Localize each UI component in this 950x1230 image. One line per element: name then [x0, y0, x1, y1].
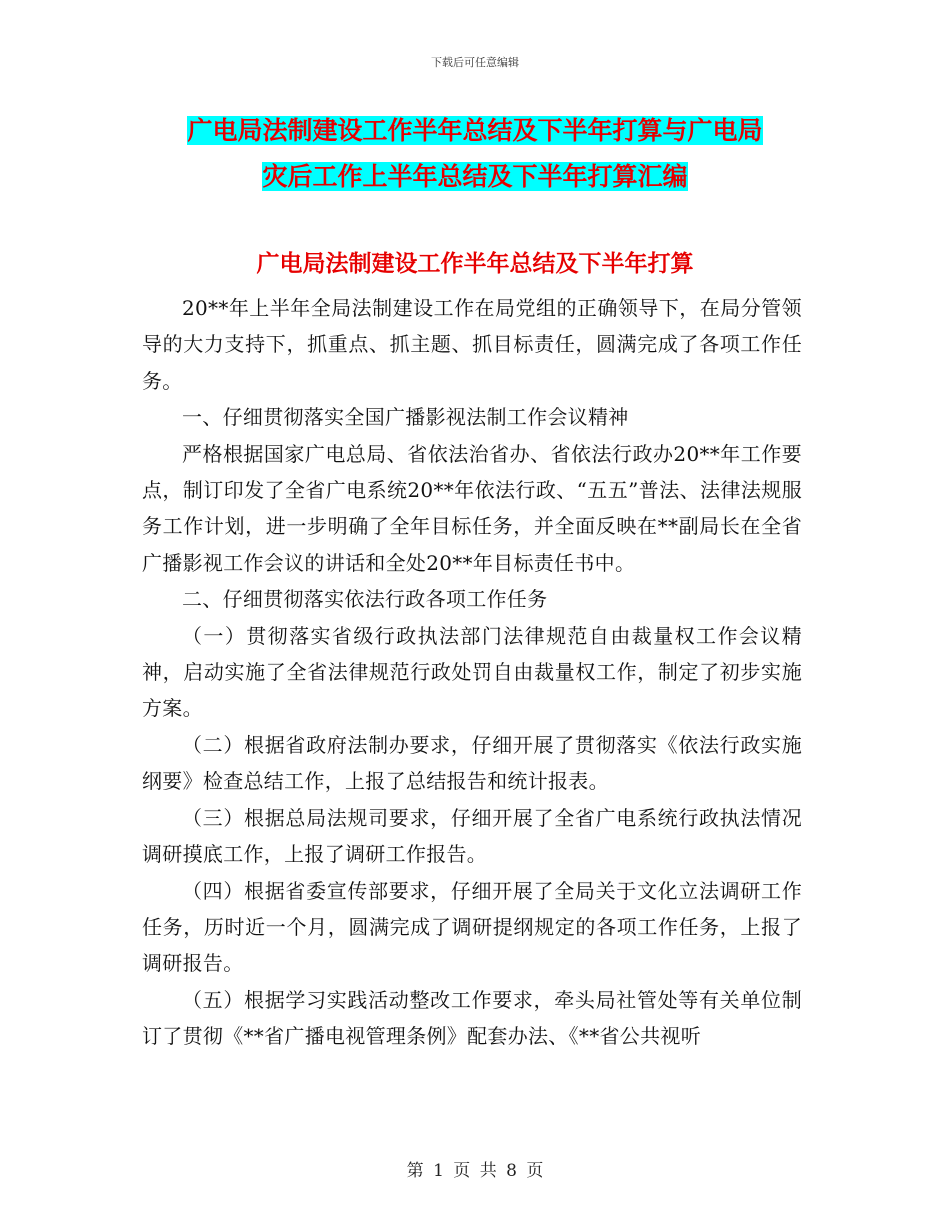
page-number: 第 1 页 共 8 页: [406, 1161, 544, 1181]
paragraph: （二）根据省政府法制办要求，仔细开展了贯彻落实《依法行政实施纲要》检查总结工作，上报了总结报告和统计报表。: [142, 732, 802, 794]
body-text: [142, 290, 802, 1055]
paragraph: （一）贯彻落实省级行政执法部门法律规范自由裁量权工作会议精神，启动实施了全省法律规范行政处罚自由裁量权工作，制定了初步实施方案。: [142, 623, 802, 721]
header-note: 下载后可任意编辑: [431, 56, 519, 69]
title-line-1: 广电局法制建设工作半年总结及下半年打算与广电局: [187, 116, 763, 145]
paragraph: （五）根据学习实践活动整改工作要求，牵头局社管处等有关单位制订了贯彻《**省广播电视管理条例》配套办法、《**省公共视听: [142, 987, 802, 1049]
title-line-2: 灾后工作上半年总结及下半年打算汇编: [262, 162, 688, 191]
heading-paragraph: 二、仔细贯彻落实依法行政各项工作任务: [182, 587, 548, 612]
section-title: 广电局法制建设工作半年总结及下半年打算: [256, 251, 694, 277]
document-title: [140, 108, 810, 200]
paragraph: 20**年上半年全局法制建设工作在局党组的正确领导下，在局分管领导的大力支持下，抓重点、抓主题、抓目标责任，圆满完成了各项工作任务。: [142, 296, 802, 393]
heading-paragraph: 一、仔细贯彻落实全国广播影视法制工作会议精神: [182, 405, 629, 430]
paragraph: （三）根据总局法规司要求，仔细开展了全省广电系统行政执法情况调研摸底工作，上报了调研工作报告。: [142, 805, 802, 867]
paragraph: （四）根据省委宣传部要求，仔细开展了全局关于文化立法调研工作任务，历时近一个月，圆满完成了调研提纲规定的各项工作任务，上报了调研报告。: [142, 878, 802, 976]
paragraph: 严格根据国家广电总局、省依法治省办、省依法行政办20**年工作要点，制订印发了全省广电系统20**年依法行政、“五五”普法、法律法规服务工作计划，进一步明确了全年目标任务，并全面反映在**副局长在全省广播影视工作会议的讲话和全处20**年目标责任书中。: [142, 441, 802, 575]
